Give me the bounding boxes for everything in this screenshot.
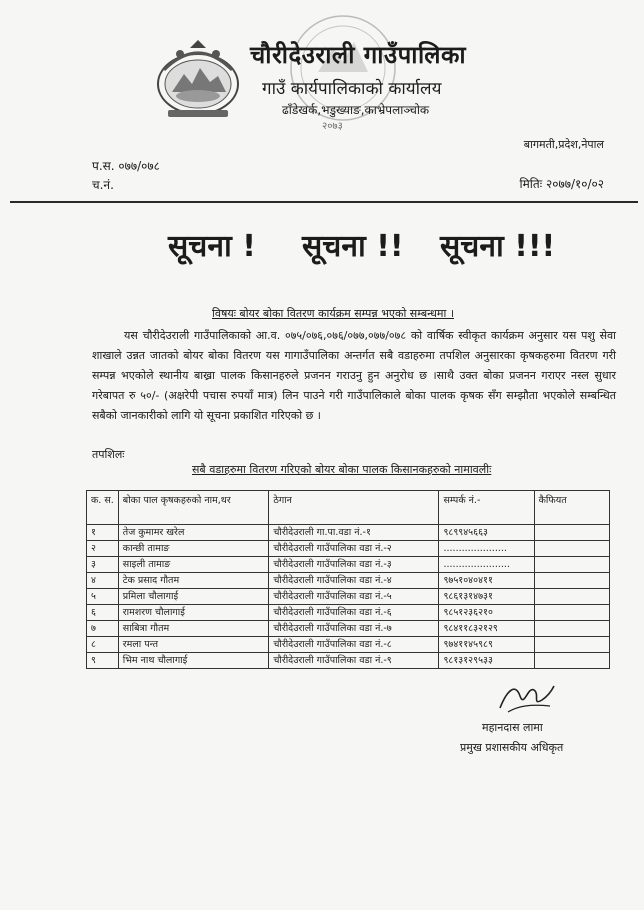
cell-address: चौरीदेउराली गाउँपालिका वडा नं.-८ [269,637,439,653]
cell-serial: ७ [87,621,119,637]
signer-name: महानदास लामा [482,721,543,734]
cell-contact: ९७५१०४०४११ [439,573,534,589]
document-date: मितिः २०७७/१०/०२ [519,177,604,191]
table-row [87,605,610,621]
header-contact: सम्पर्क नं.- [439,491,534,525]
cell-serial: ३ [87,557,119,573]
cell-name: टेक प्रसाद गौतम [118,573,269,589]
header-name: बोका पाल कृषकहरुको नाम,थर [118,491,269,525]
notice-word: सूचना ! [168,229,256,264]
cell-serial: ४ [87,573,119,589]
cell-address: चौरीदेउराली गाउँपालिका वडा नं.-७ [269,621,439,637]
table-header-row [87,491,610,525]
cell-remark [534,573,609,589]
dispatch-number: च.नं. [92,178,114,192]
org-name: चौरीदेउराली गाउँपालिका [250,41,467,69]
cell-serial: २ [87,541,119,557]
table-row [87,589,610,605]
cell-serial: १ [87,525,119,541]
cell-address: चौरीदेउराली गाउँपालिका वडा नं.-४ [269,573,439,589]
cell-address: चौरीदेउराली गा.पा.वडा नं.-१ [269,525,439,541]
cell-address: चौरीदेउराली गाउँपालिका वडा नं.-२ [269,541,439,557]
details-label: तपशिलः [92,448,125,461]
cell-remark [534,589,609,605]
cell-address: चौरीदेउराली गाउँपालिका वडा नं.-६ [269,605,439,621]
notice-word: सूचना !!! [440,229,556,264]
cell-remark [534,621,609,637]
cell-name: कान्छी तामाङ [118,541,269,557]
cell-contact: ९८४११८३२१२९ [439,621,534,637]
cell-remark [534,605,609,621]
cell-name: साइली तामाङ [118,557,269,573]
cell-remark [534,557,609,573]
cell-contact: ९८५१२३६२१० [439,605,534,621]
notice-body: यस चौरीदेउराली गाउँपालिकाको आ.व. ०७५/०७६,०७६/०७७,०७७/०७८ को वार्षिक स्वीकृत कार्यक्रम अनुसार यस पशु सेवा शाखाले उन्नत जातको बोयर बोका वितरण यस गागाउँपालिका अन्तर्गत सबै वडाहरुमा तपशिल अनुसारका कृषकहरुमा वितरण गरी सम्पन्न भएकोले स्थानीय बाख्रा पालक किसानहरुले प्रजनन गराउनु हुन अनुरोध छ ।साथै उक्त बोका प्रजनन गराएर नस्ल सुधार गरेबापत रु ५०/- (अक्षरेपी पचास रुपयाँ मात्र) लिन पाउने गरी गाउँपालिकाले बोका पालक कृषक सँग सम्झौता भएकोले सम्बन्धित सबैको जानकारीको लागि यो सूचना प्रकाशित गरिएको छ । [92,329,616,422]
header-serial: क. स. [87,491,119,525]
stamp-code: २०७३ [322,121,343,132]
header-remark: कैफियत [534,491,609,525]
cell-contact: ...................... [439,557,534,573]
table-row [87,621,610,637]
cell-address: चौरीदेउराली गाउँपालिका वडा नं.-५ [269,589,439,605]
office-seal-stamp [288,8,398,138]
table-row [87,525,610,541]
signature-mark [494,678,558,718]
table-title: सबै वडाहरुमा वितरण गरिएको बोयर बोका पालक किसानकहरुको नामावलीः [192,463,492,476]
farmers-table [86,490,610,669]
cell-remark [534,653,609,669]
header-divider [10,201,638,203]
cell-name: प्रमिला चौलागाई [118,589,269,605]
table-row [87,557,610,573]
cell-serial: ५ [87,589,119,605]
header-address: ठेगान [269,491,439,525]
table-row [87,541,610,557]
cell-contact: ९८६१३१४७३१ [439,589,534,605]
office-address: ढाँडेखर्क,भडुख्याङ,काभ्रेपलाञ्चोक [282,103,430,117]
cell-name: साबित्रा गौतम [118,621,269,637]
office-name: गाउँ कार्यपालिकाको कार्यालय [262,79,442,99]
cell-contact: ९८९९४५६६३ [439,525,534,541]
subject-line: विषयः बोयर बोका वितरण कार्यक्रम सम्पन्न भएको सम्बन्धमा । [212,307,454,320]
cell-serial: ९ [87,653,119,669]
cell-remark [534,637,609,653]
cell-address: चौरीदेउराली गाउँपालिका वडा नं.-३ [269,557,439,573]
reference-number: प.स. ०७७/०७८ [92,159,160,173]
nepal-emblem-icon [150,40,246,120]
cell-contact: ९८१३१२९५३३ [439,653,534,669]
cell-address: चौरीदेउराली गाउँपालिका वडा नं.-९ [269,653,439,669]
cell-name: रमला पन्त [118,637,269,653]
province-label: बागमती,प्रदेश,नेपाल [523,138,604,151]
cell-name: तेज कुमामर खरेल [118,525,269,541]
signer-title: प्रमुख प्रशासकीय अधिकृत [460,741,564,754]
cell-serial: ६ [87,605,119,621]
cell-contact: ..................... [439,541,534,557]
table-row [87,637,610,653]
notice-word: सूचना !! [302,229,404,264]
cell-remark [534,541,609,557]
table-row [87,573,610,589]
table-row [87,653,610,669]
cell-name: भिम नाथ चौलागाई [118,653,269,669]
notice-heading [0,224,644,274]
cell-contact: ९७४११४५९८९ [439,637,534,653]
cell-name: रामशरण चौलागाई [118,605,269,621]
cell-remark [534,525,609,541]
cell-serial: ८ [87,637,119,653]
